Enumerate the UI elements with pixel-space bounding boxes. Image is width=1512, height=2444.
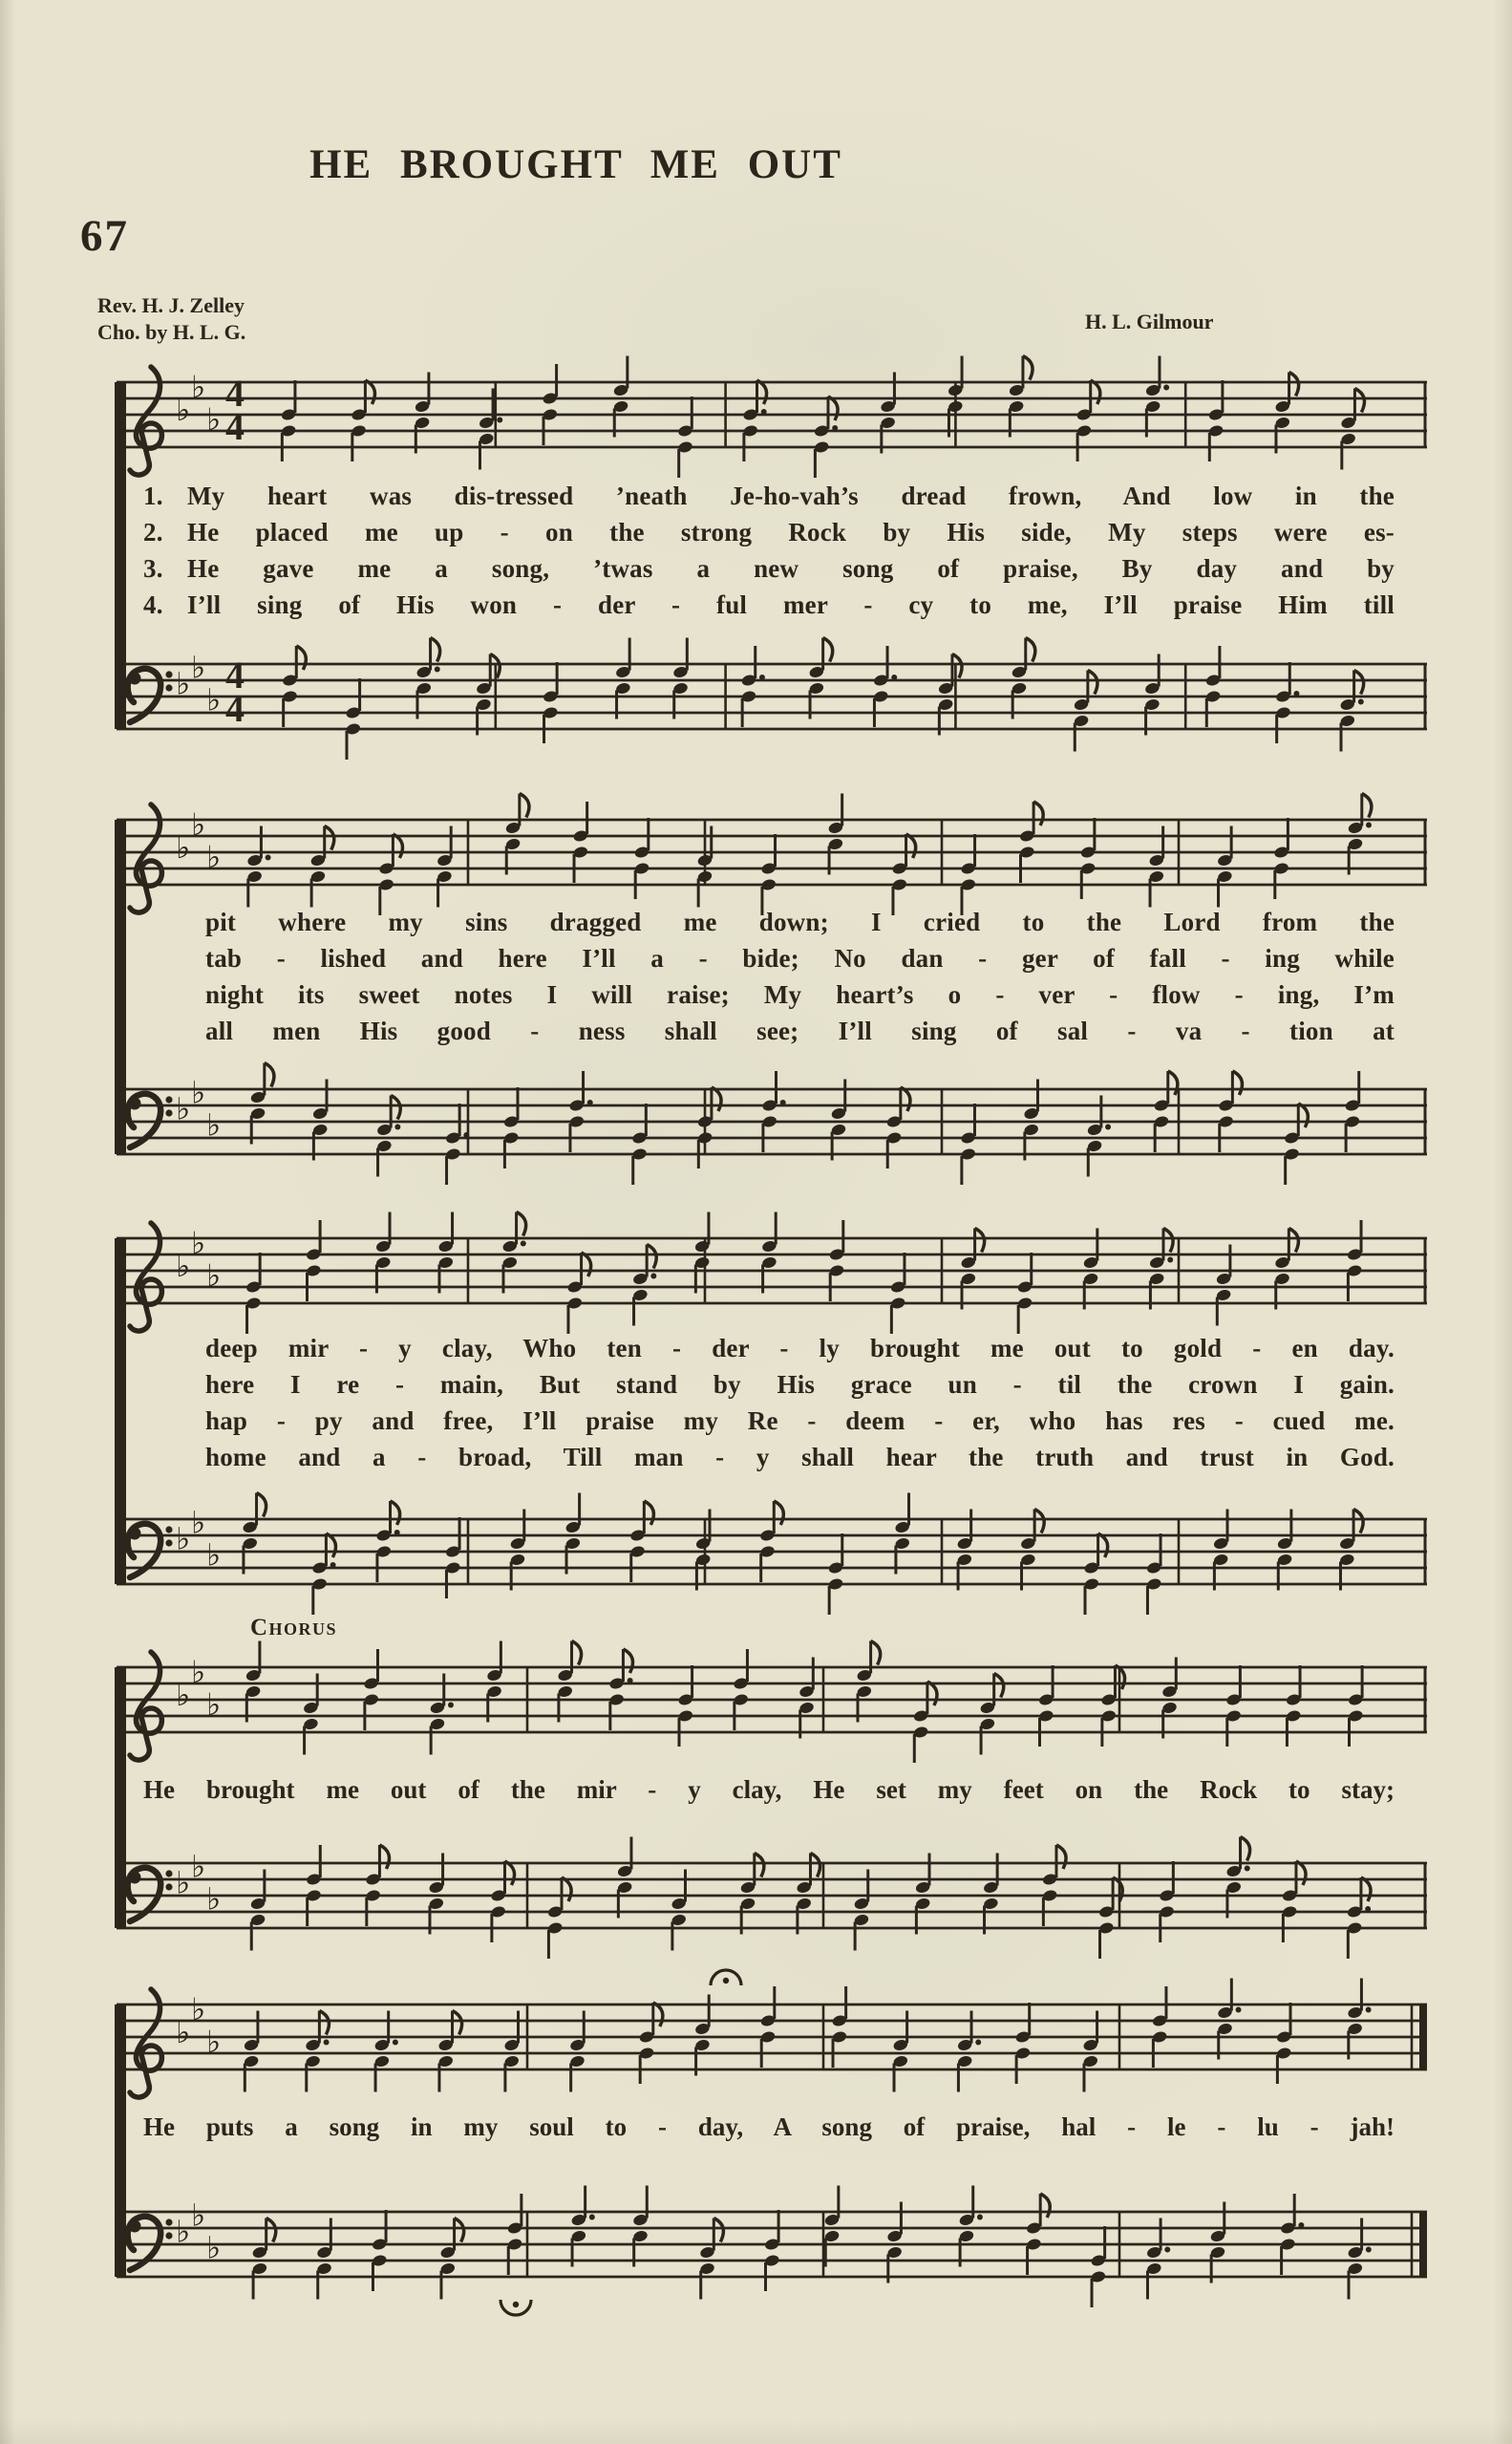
svg-text:♭: ♭	[206, 839, 222, 876]
svg-text:♭: ♭	[191, 1991, 206, 2028]
bass-staff-system-1	[115, 626, 1433, 769]
svg-text:♭: ♭	[206, 2024, 222, 2061]
verse-line	[205, 1330, 1395, 1366]
hymn-number: 67	[80, 211, 129, 261]
verse-line	[205, 1366, 1395, 1403]
author-credits	[97, 292, 245, 346]
verse-text: I’ll sing of His won - der - ful mer - cy to me, I’ll praise Him till	[187, 590, 1395, 619]
treble-staff-system-1	[115, 344, 1433, 487]
svg-text:4: 4	[225, 405, 245, 448]
verse-text: here I re - main, But stand by His grace un - til the crown I gain.	[205, 1370, 1395, 1399]
svg-text:♭: ♭	[191, 1074, 206, 1111]
verse-block-2	[205, 904, 1395, 1049]
svg-text:♭: ♭	[176, 829, 191, 866]
chorus-line-2: He puts a song in my soul to - day, A song of praise, hal - le - lu - jah!	[143, 2112, 1395, 2141]
verse-line	[143, 514, 1395, 550]
svg-text:♭: ♭	[191, 1654, 206, 1691]
svg-text:♭: ♭	[206, 1686, 222, 1724]
svg-text:♭: ♭	[191, 1848, 206, 1885]
verse-text: pit where my sins dragged me down; I cried to the Lord from the	[205, 908, 1395, 936]
svg-text:♭: ♭	[176, 1248, 191, 1284]
treble-staff-chorus-1	[115, 1629, 1433, 1772]
verse-line	[205, 940, 1395, 976]
verse-line	[205, 1013, 1395, 1049]
svg-text:♭: ♭	[176, 665, 191, 702]
verse-text: deep mir - y clay, Who ten - der - ly brought me out to gold - en day.	[205, 1334, 1395, 1362]
composer-credit: H. L. Gilmour	[1085, 310, 1214, 333]
svg-text:♭: ♭	[176, 1677, 191, 1713]
svg-text:4: 4	[225, 654, 245, 697]
verse-line	[205, 904, 1395, 940]
verse-text: home and a - broad, Till man - y shall hear the truth and trust in God.	[205, 1443, 1395, 1471]
verse-number: 2.	[143, 518, 163, 547]
svg-text:♭: ♭	[176, 2014, 191, 2050]
svg-text:♭: ♭	[206, 1106, 222, 1144]
bass-staff-chorus-2	[115, 2174, 1433, 2317]
treble-staff-chorus-2	[115, 1966, 1433, 2110]
bass-staff-chorus-1	[115, 1825, 1433, 1968]
svg-text:♭: ♭	[191, 649, 206, 686]
verse-text: all men His good - ness shall see; I’ll sing of sal - va - tion at	[205, 1017, 1395, 1045]
verse-block-1	[143, 478, 1395, 623]
verse-block-3	[205, 1330, 1395, 1475]
svg-text:♭: ♭	[191, 806, 206, 844]
verse-text: He placed me up - on the strong Rock by His side, My steps were es-	[187, 518, 1395, 547]
svg-text:♭: ♭	[176, 1090, 191, 1127]
verse-line	[143, 550, 1395, 587]
svg-text:♭: ♭	[206, 1257, 222, 1295]
bass-staff-system-3	[115, 1481, 1433, 1624]
svg-text:♭: ♭	[206, 401, 222, 439]
verse-line	[143, 587, 1395, 623]
svg-text:♭: ♭	[176, 2213, 191, 2250]
svg-text:♭: ♭	[206, 2229, 222, 2266]
svg-text:♭: ♭	[191, 1225, 206, 1262]
verse-number: 3.	[143, 554, 163, 583]
verse-line	[205, 1403, 1395, 1439]
hymn-title: HE BROUGHT ME OUT	[309, 142, 842, 187]
verse-text: He gave me a song, ’twas a new song of praise, By day and by	[187, 554, 1395, 583]
svg-text:♭: ♭	[191, 1504, 206, 1541]
treble-staff-system-3	[115, 1200, 1433, 1343]
chorus-line-1: He brought me out of the mir - y clay, He set my feet on the Rock to stay;	[143, 1775, 1395, 1804]
verse-number: 4.	[143, 590, 163, 619]
verse-number: 1.	[143, 482, 163, 510]
svg-text:♭: ♭	[176, 1520, 191, 1557]
verse-line	[205, 1439, 1395, 1475]
verse-text: My heart was dis-tressed ’neath Je-ho-vah’s dread frown, And low in the	[187, 482, 1395, 510]
bass-staff-system-2	[115, 1051, 1433, 1194]
svg-text:4: 4	[225, 687, 245, 730]
svg-text:♭: ♭	[206, 1880, 222, 1918]
author-line-2: Cho. by H. L. G.	[97, 320, 246, 344]
svg-text:♭: ♭	[191, 369, 206, 406]
chorus-label: Chorus	[250, 1615, 338, 1640]
verse-line	[205, 976, 1395, 1013]
svg-text:♭: ♭	[176, 1864, 191, 1901]
page-binding-shadow	[0, 0, 5, 2444]
svg-text:♭: ♭	[206, 681, 222, 718]
svg-text:♭: ♭	[191, 2197, 206, 2234]
svg-text:4: 4	[225, 372, 245, 415]
verse-line	[143, 478, 1395, 514]
svg-text:♭: ♭	[206, 1536, 222, 1574]
svg-text:♭: ♭	[176, 392, 191, 428]
verse-text: tab - lished and here I’ll a - bide; No dan - ger of fall - ing while	[205, 944, 1395, 973]
verse-text: hap - py and free, I’ll praise my Re - deem - er, who has res - cued me.	[205, 1406, 1395, 1435]
verse-text: night its sweet notes I will raise; My heart’s o - ver - flow - ing, I’m	[205, 980, 1395, 1009]
author-line-1: Rev. H. J. Zelley	[97, 293, 245, 317]
